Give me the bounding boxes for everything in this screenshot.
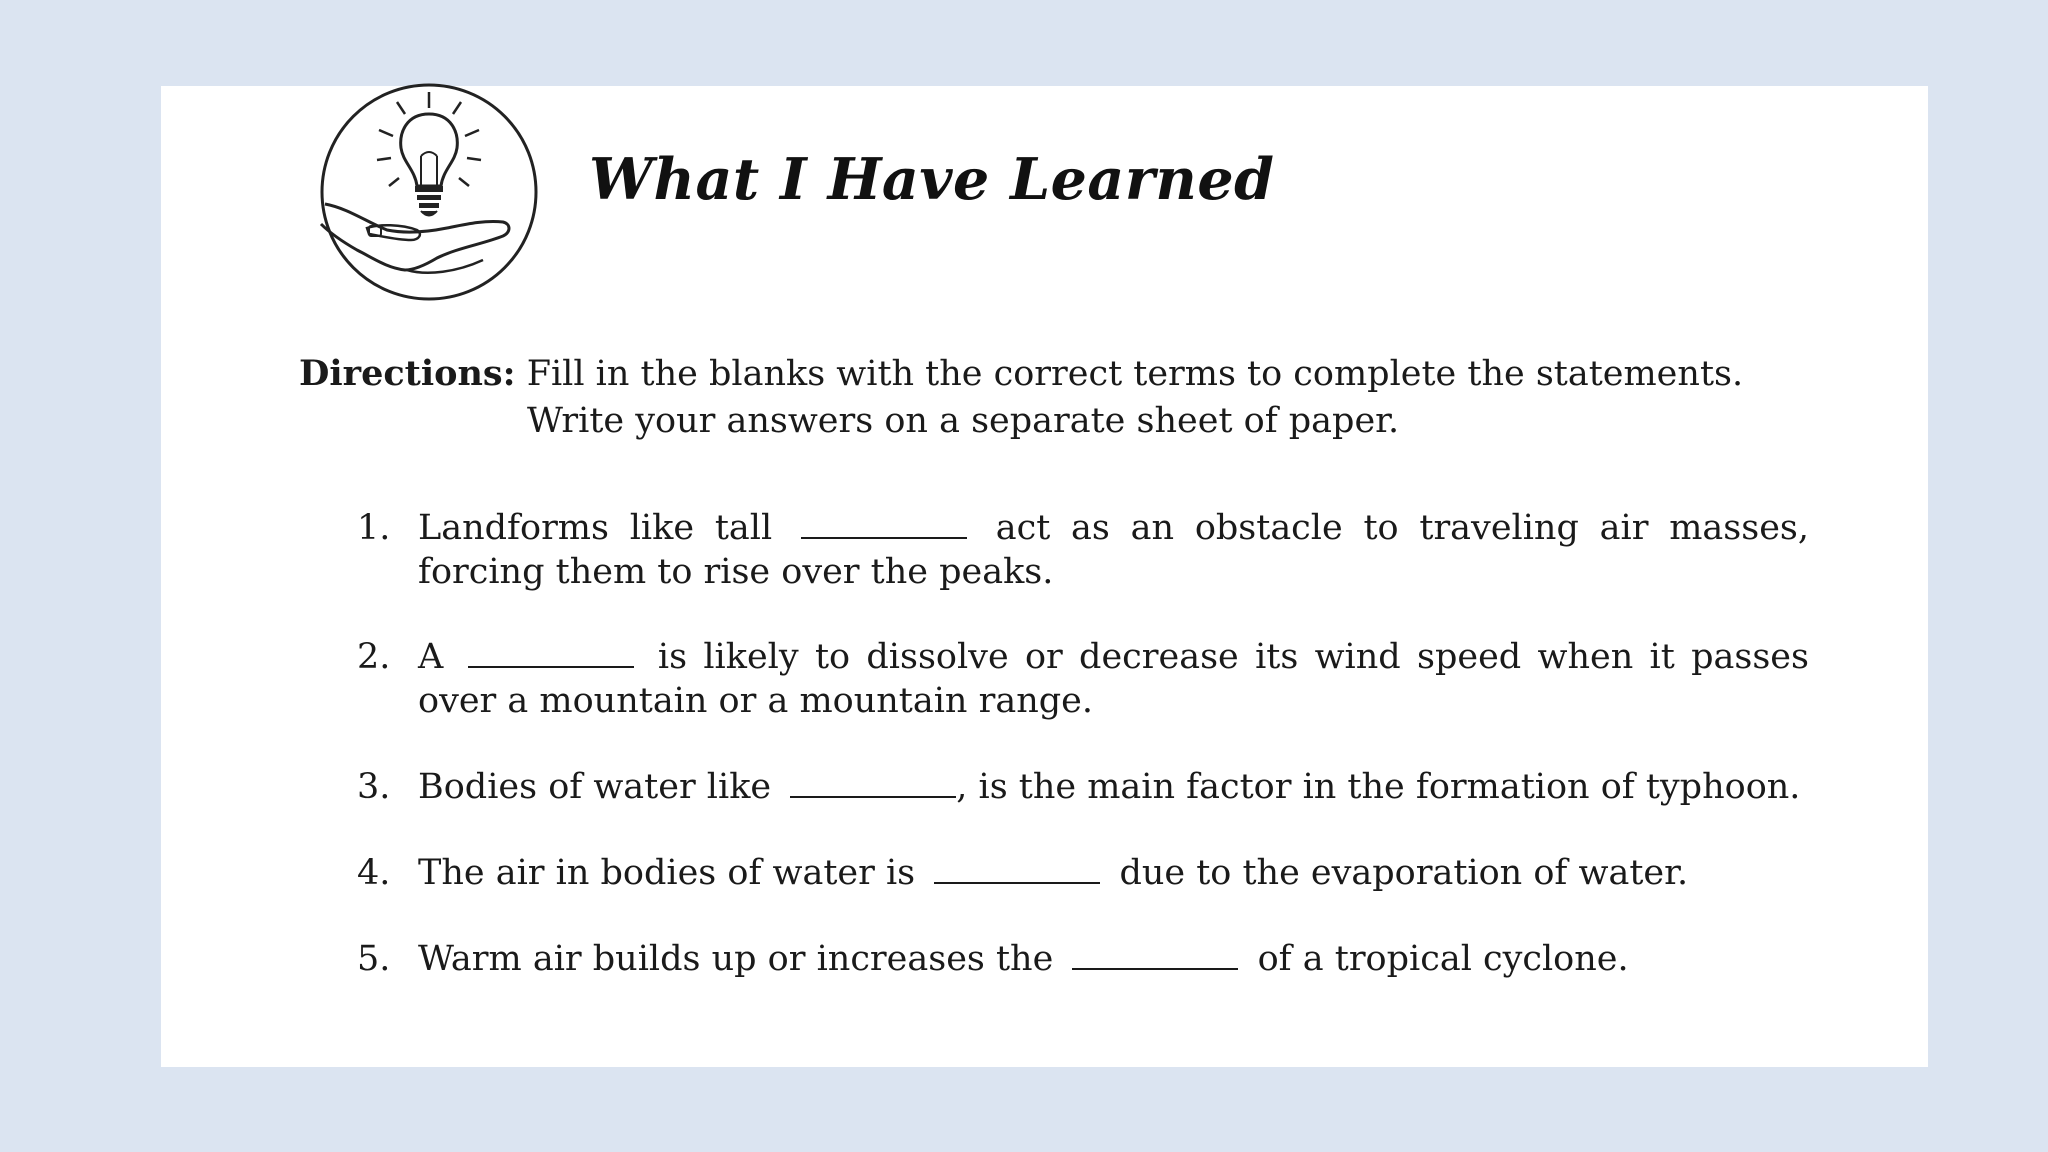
item-number: 5. [357,939,391,979]
item-text-after: act as an obstacle to traveling air masses, forcing them to rise over the peaks. [418,508,1809,592]
directions [299,350,1899,445]
item-number: 2. [357,637,391,677]
directions-label: Directions: [299,353,516,394]
answer-blank[interactable] [1072,967,1238,970]
item-text-before: Warm air builds up or increases the [418,939,1054,979]
item-text-after: , is the main factor in the formation of typhoon. [956,767,1801,807]
list-item [357,937,1809,981]
answer-blank[interactable] [934,881,1100,884]
lightbulb-in-hand-icon [307,82,551,302]
item-number: 4. [357,853,391,893]
directions-line-2: Write your answers on a separate sheet of paper. [527,401,1400,441]
list-item [357,851,1809,895]
item-text-after: is likely to dissolve or decrease its wind speed when it passes over a mountain or a mountain range. [418,637,1809,721]
list-item [357,765,1809,809]
item-text-before: Landforms like tall [418,508,773,548]
item-text-before: Bodies of water like [418,767,772,807]
item-text-before: The air in bodies of water is [418,853,916,893]
question-list [357,506,1809,981]
list-item [357,506,1809,594]
item-number: 1. [357,508,391,548]
item-text-after: of a tropical cyclone. [1257,939,1629,979]
directions-line-1: Fill in the blanks with the correct terms to complete the statements. [526,354,1744,394]
item-number: 3. [357,767,391,807]
answer-blank[interactable] [790,795,956,798]
list-item [357,635,1809,723]
worksheet-page [161,86,1928,1067]
page-title: What I Have Learned [589,146,1275,213]
item-text-after: due to the evaporation of water. [1119,853,1689,893]
item-text-before: A [418,637,444,677]
answer-blank[interactable] [468,665,634,668]
answer-blank[interactable] [801,536,967,539]
